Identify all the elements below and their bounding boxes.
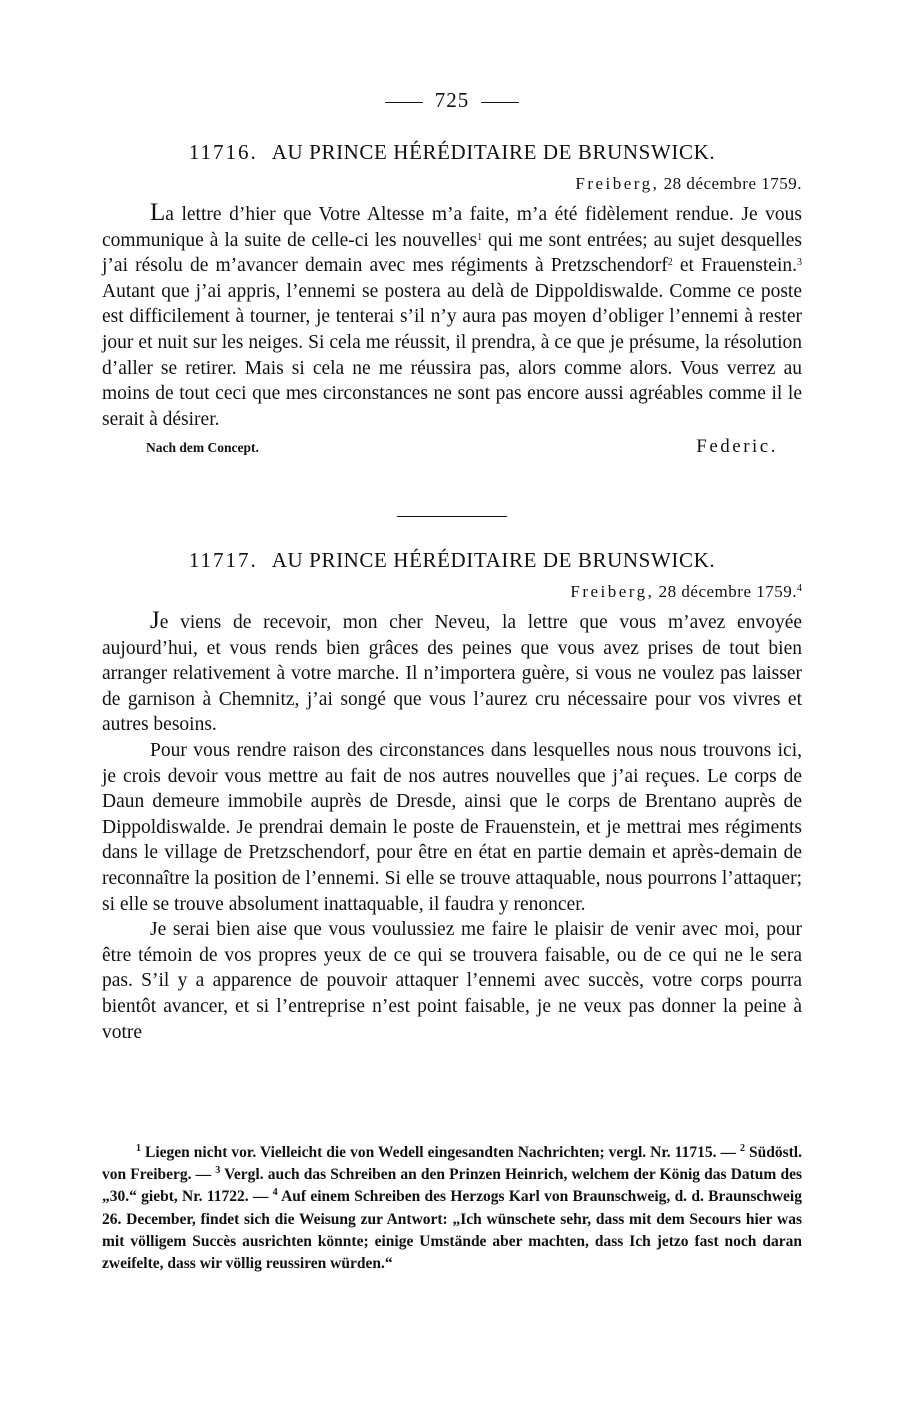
footnote-ref: 1 [477, 231, 483, 243]
initial-letter: L [150, 199, 166, 226]
footnotes [102, 1142, 802, 1275]
footnote-text: Liegen nicht vor. Vielleicht die von Wedell eingesandten Nachrichten; vergl. Nr. 11715. — [141, 1144, 740, 1161]
footnote-text: Südöstl. von Freiberg. — [102, 1144, 802, 1184]
paragraph-text: Pour vous rendre raison des circonstances dans lesquelles nous nous trouvons ici, je crois devoir vous mettre au fait de nos autres nouvelles que j’ai reçues. Le corps de Daun demeure immobile auprès de Dresde, ainsi que le corps de Brentano auprès de Dippoldiswalde. Je prendrai demain le poste de Frauenstein, et je mettrai mes régiments dans le village de Pretzschendorf, pour être en état en partie demain et après-demain de reconnaître la position de l’ennemi. Si elle se trouve attaquable, nous pourrons l’attaquer; si elle se trouve absolument inattaquable, il faudra y renoncer. [102, 739, 802, 915]
page-number: 725 [434, 88, 470, 112]
dateline-place: Freiberg, [575, 174, 660, 193]
page-header [102, 88, 802, 113]
initial-letter: J [150, 607, 160, 634]
signature: Federic. [696, 436, 778, 458]
signature-row [102, 436, 802, 458]
dateline-date: 28 décembre 1759. [663, 174, 802, 193]
header-rule-left [385, 102, 423, 103]
footnote-mark: 4 [272, 1187, 278, 1199]
footnote-mark: 2 [739, 1143, 745, 1154]
dateline [102, 582, 802, 602]
letter-number: 11717. [188, 548, 258, 572]
letter-body-paragraph [102, 200, 802, 432]
footnote-text: Vergl. auch das Schreiben an den Prinzen Heinrich, welchem der König das Datum des „30.“ giebt, Nr. 11722. — [102, 1166, 802, 1206]
footnote-mark: 1 [136, 1143, 141, 1154]
footnote-ref: 3 [797, 257, 802, 269]
paragraph-text: qui me sont entrées; au sujet desquelles j’ai résolu de m’avancer demain avec mes régiments à Pretzschendorf [102, 229, 802, 277]
letter-number: 11716. [188, 140, 258, 164]
paragraph-text: et Frauenstein. [672, 255, 797, 277]
letter-body-paragraph [102, 738, 802, 917]
letter-11716 [102, 140, 802, 458]
letter-11717 [102, 548, 802, 1045]
footnote-ref: 4 [797, 583, 802, 594]
dateline-place: Freiberg, [570, 582, 655, 601]
footnote-mark: 3 [215, 1165, 221, 1177]
footnote-text: Auf einem Schreiben des Herzogs Karl von Braunschweig, d. d. Braunschweig 26. December, findet sich die Weisung zur Antwort: „Ich wünschete sehr, dass mit dem Secours hier was mit völligem Succès ausrichten könnte; einige Umstände aber machten, dass Ich jetzo fast noch daran zweifelte, dass wir völlig reussiren würden.“ [102, 1188, 802, 1273]
paragraph-text: a lettre d’hier que Votre Altesse m’a faite, m’a été fidèlement rendue. Je vous communique à la suite de celle-ci les nouvelles [102, 204, 802, 251]
letter-title [102, 548, 802, 573]
letter-heading: AU PRINCE HÉRÉDITAIRE DE BRUNSWICK. [271, 548, 716, 572]
source-note: Nach dem Concept. [146, 440, 259, 456]
footnote-ref: 2 [667, 257, 673, 269]
letter-body-paragraph [102, 608, 802, 738]
letter-title [102, 140, 802, 165]
footnote-block [102, 1142, 802, 1275]
header-rule-right [481, 102, 519, 103]
letter-heading: AU PRINCE HÉRÉDITAIRE DE BRUNSWICK. [271, 140, 716, 164]
paragraph-text: Autant que j’ai appris, l’ennemi se postera au delà de Dippoldiswalde. Comme ce poste est difficilement à tourner, je tenterai s’il n’y aura pas moyen d’obliger l’ennemi à rester jour et nuit sur les neiges. Si cela me réussit, il prendra, à ce que je présume, la résolution d’aller se retirer. Mais si cela ne me réussira pas, alors comme alors. Vous verrez au moins de tout ceci que mes circonstances ne sont pas encore aussi agréables comme il le serait à désirer. [102, 280, 802, 430]
paragraph-text: Je serai bien aise que vous voulussiez me faire le plaisir de venir avec moi, pour être témoin de vos propres yeux de ce qui se trouvera faisable, ou de ce qui ne le sera pas. S’il y a apparence de pouvoir attaquer l’ennemi avec succès, votre corps pourra bientôt avancer, et si l’entreprise n’est point faisable, je ne veux pas donner la peine à votre [102, 919, 802, 1043]
dateline [102, 174, 802, 194]
dateline-date: 28 décembre 1759. [658, 582, 797, 601]
section-divider [397, 516, 507, 517]
paragraph-text: e viens de recevoir, mon cher Neveu, la lettre que vous m’avez envoyée aujourd’hui, et vous rends bien grâces des peines que vous avez prises de tout bien arranger relativement à votre marche. Il n’importera guère, si vous ne voulez pas laisser de garnison à Chemnitz, j’ai songé que vous l’aurez cru nécessaire pour vos vivres et autres besoins. [102, 612, 802, 736]
letter-body-paragraph [102, 917, 802, 1045]
